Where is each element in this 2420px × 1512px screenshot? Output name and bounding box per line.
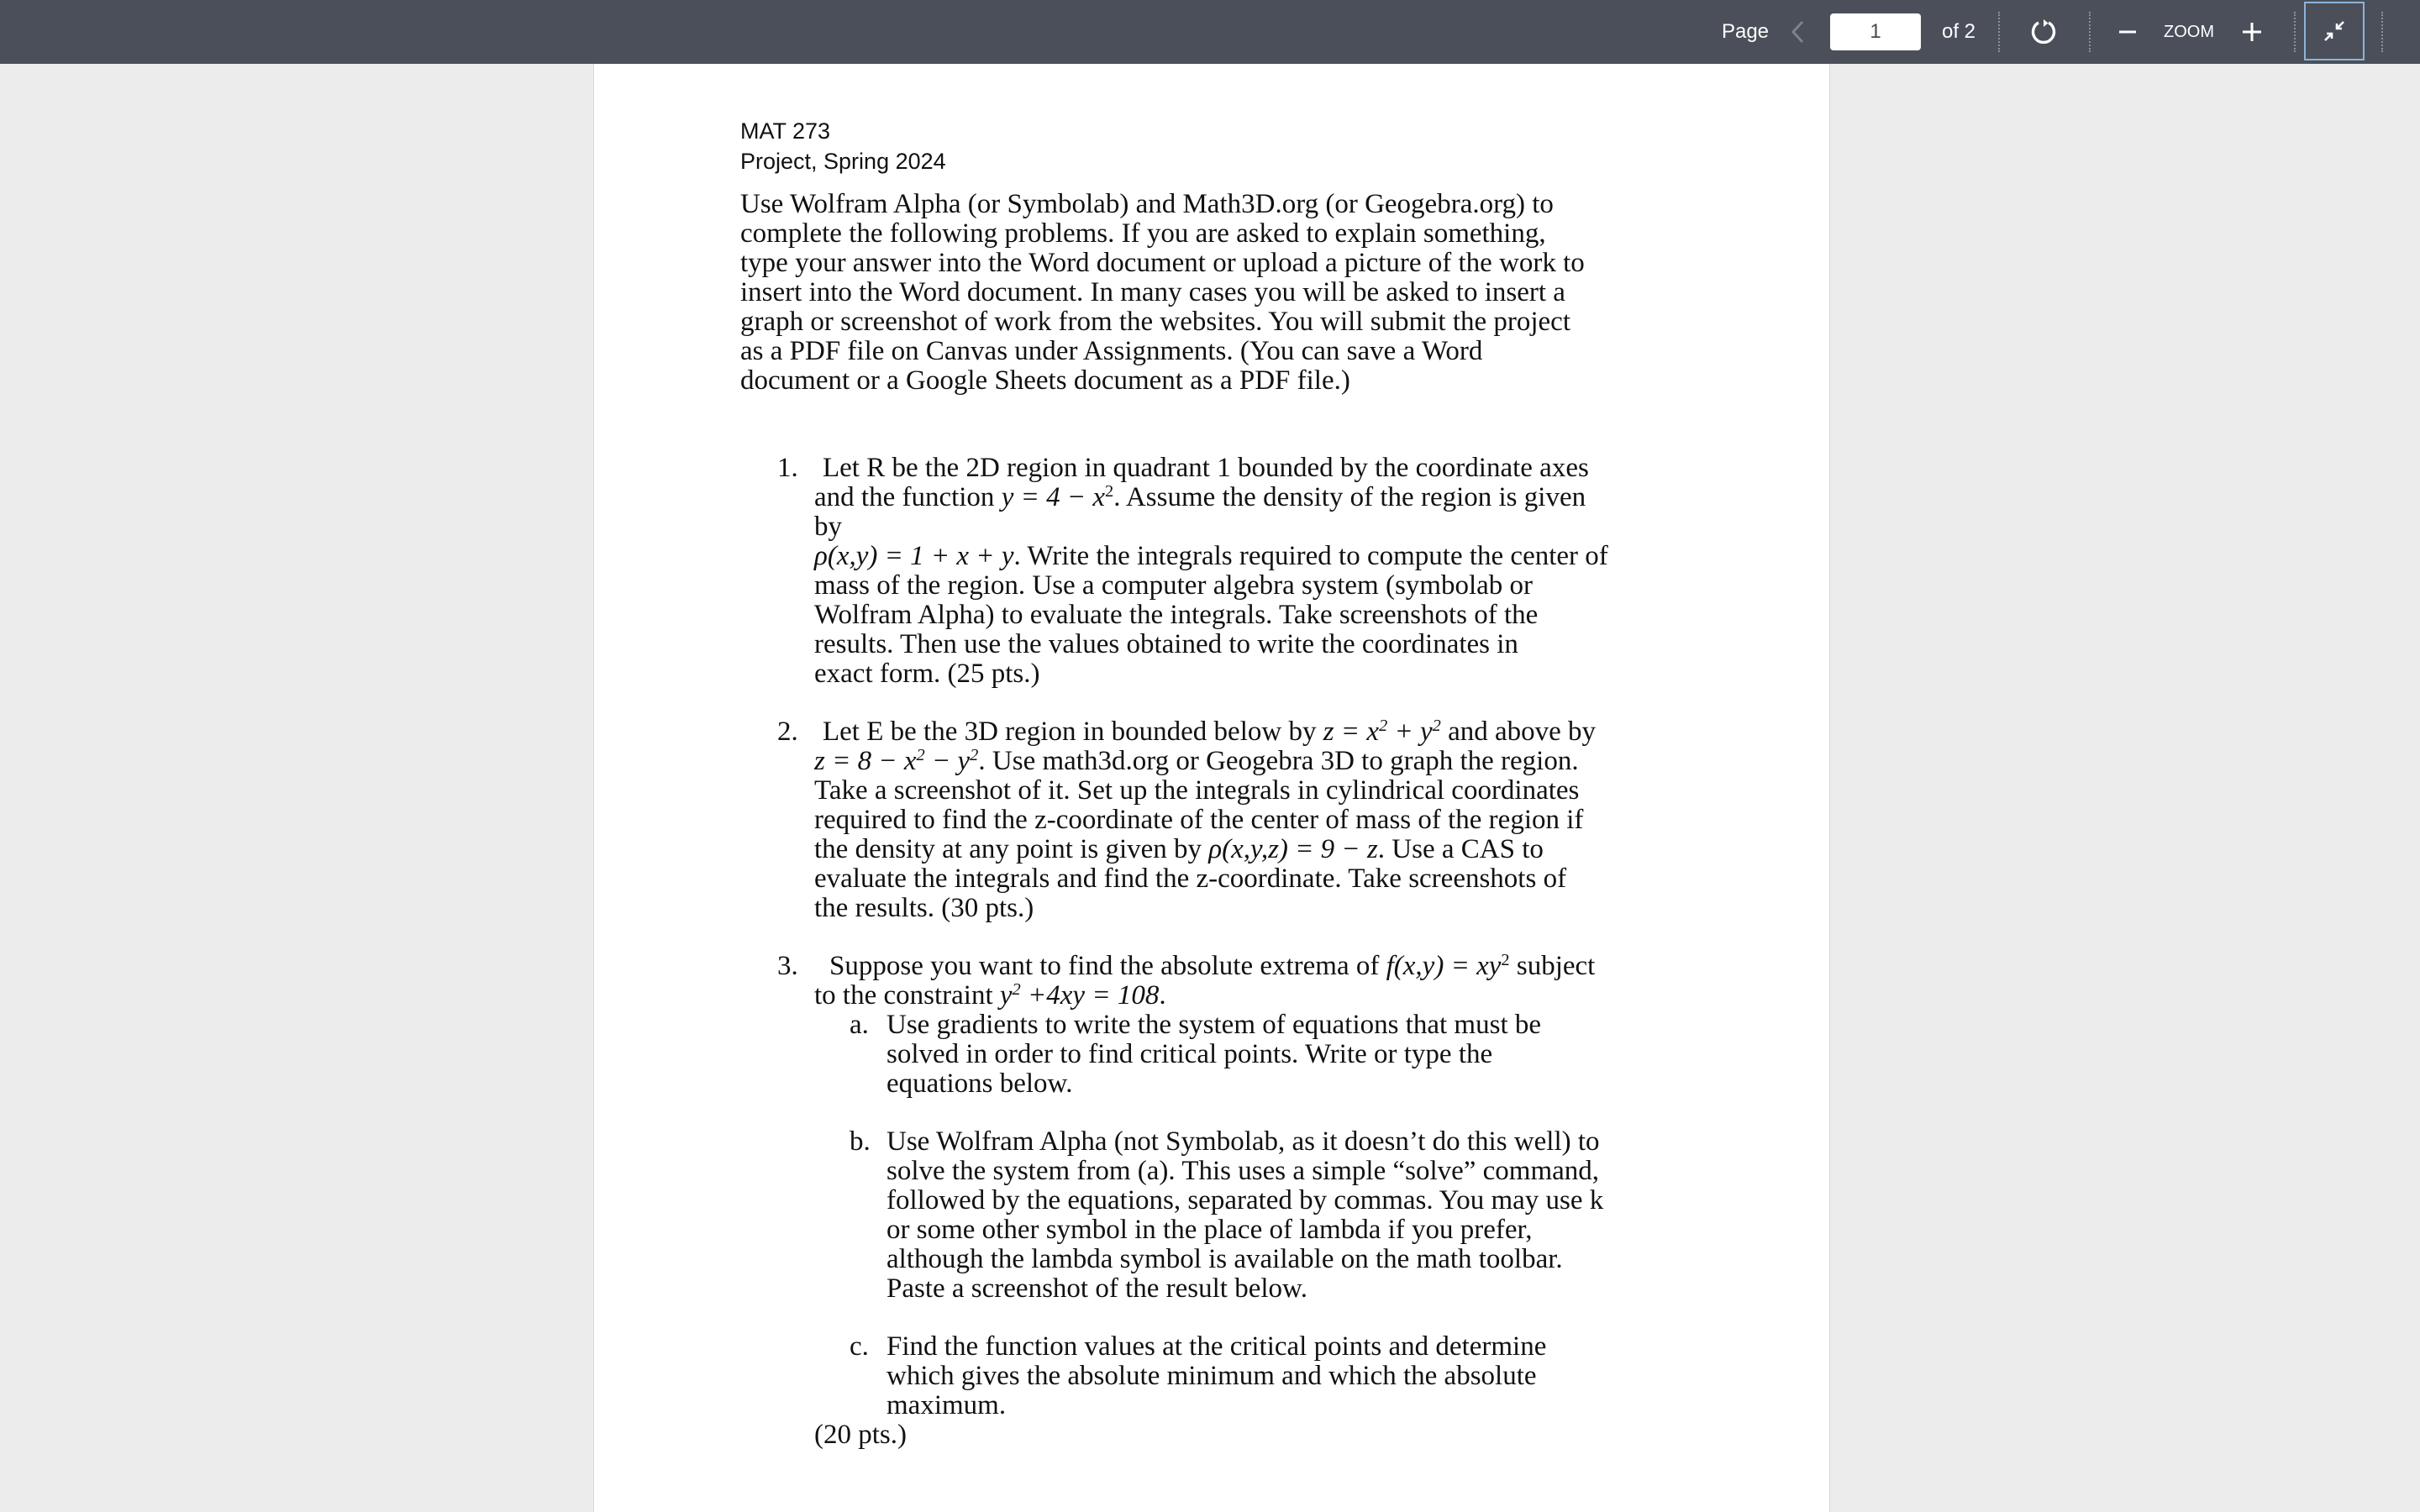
problem-3-points: (20 pts.) <box>814 1420 907 1450</box>
next-page-button[interactable] <box>1886 0 1933 64</box>
math-expression: y = 4 − x <box>1001 482 1106 512</box>
part-line: equations below. <box>886 1068 1073 1099</box>
problem-line: ρ(x,y) = 1 + x + y. Write the integrals required to compute the center of <box>814 541 1608 571</box>
rotate-icon <box>2028 17 2059 47</box>
math-expression: ρ(x,y,z) = 9 − z <box>1208 834 1378 864</box>
problem-line: $z = 8 - x^2 - y^2$. Use math3d.org or Geogebra 3D to graph the region. <box>814 745 1579 776</box>
problem-1 <box>740 454 1715 689</box>
zoom-out-button[interactable] <box>2104 0 2151 64</box>
chevron-right-icon <box>1900 19 1918 45</box>
part-line: followed by the equations, separated by commas. You may use k <box>886 1185 1604 1215</box>
part-letter: a. <box>850 1010 869 1040</box>
problem-line: the density at any point is given by ρ(x,y,z) = 9 − z. Use a CAS to <box>814 834 1544 864</box>
instruction-line: complete the following problems. If you are asked to explain something, <box>740 218 1546 249</box>
problem-2 <box>740 717 1715 923</box>
problem-line: Wolfram Alpha) to evaluate the integrals. Take screenshots of the <box>814 600 1539 630</box>
problem-line: to the constraint $y^2 +4xy = 108$. <box>814 979 1166 1011</box>
viewer-toolbar <box>0 0 2420 64</box>
problem-number: 3. <box>777 951 798 981</box>
project-title: Project, Spring 2024 <box>740 149 946 174</box>
problem-3-part-c <box>740 1332 1715 1420</box>
part-line: Use gradients to write the system of equations that must be <box>886 1010 1542 1040</box>
part-line: which gives the absolute minimum and which the absolute <box>886 1361 1537 1391</box>
part-line: although the lambda symbol is available on the math toolbar. <box>886 1244 1563 1274</box>
problem-line: Suppose you want to find the absolute extrema of $f(x,y) = xy^2$ subject <box>829 950 1596 981</box>
problem-line: the results. (30 pts.) <box>814 893 1034 923</box>
math-expression: $z = 8 - x^2 - y^2$ <box>814 745 979 776</box>
math-expression: f(x,y) = xy <box>1386 951 1502 981</box>
problem-line: required to find the z-coordinate of the center of mass of the region if <box>814 805 1584 835</box>
instruction-line: type your answer into the Word document or upload a picture of the work to <box>740 248 1585 278</box>
course-title: MAT 273 <box>740 118 831 144</box>
problem-line: by <box>814 512 842 542</box>
problem-line: Let R be the 2D region in quadrant 1 bounded by the coordinate axes <box>823 453 1589 483</box>
collapse-arrows-icon <box>2322 18 2347 44</box>
math-expression: $y^2 +4xy = 108$ <box>999 979 1160 1011</box>
toolbar-divider <box>2294 12 2296 52</box>
zoom-in-button[interactable] <box>2228 0 2275 64</box>
math-expression: ρ(x,y) = 1 + x + y <box>814 541 1014 571</box>
minus-icon <box>2118 22 2138 42</box>
instruction-line: insert into the Word document. In many cases you will be asked to insert a <box>740 277 1565 307</box>
problem-number: 1. <box>777 453 798 483</box>
problem-3-part-b <box>740 1127 1715 1304</box>
problem-line: results. Then use the values obtained to write the coordinates in <box>814 629 1518 659</box>
part-letter: c. <box>850 1331 869 1362</box>
problem-line: exact form. (25 pts.) <box>814 659 1040 689</box>
math-expression: $z = x^2 + y^2$ <box>1323 716 1441 747</box>
exit-fullscreen-button[interactable] <box>2304 2 2365 60</box>
instruction-line: document or a Google Sheets document as a PDF file.) <box>740 365 1350 396</box>
part-letter: b. <box>850 1126 871 1157</box>
problem-number: 2. <box>777 717 798 747</box>
part-line: maximum. <box>886 1390 1007 1420</box>
document-page <box>593 64 1830 1512</box>
toolbar-divider <box>2381 12 2383 52</box>
part-line: Use Wolfram Alpha (not Symbolab, as it doesn’t do this well) to <box>886 1126 1600 1157</box>
part-line: or some other symbol in the place of lambda if you prefer, <box>886 1215 1533 1245</box>
part-line: solve the system from (a). This uses a simple “solve” command, <box>886 1156 1600 1186</box>
problem-3-part-a <box>740 1011 1715 1099</box>
instruction-line: as a PDF file on Canvas under Assignments. (You can save a Word <box>740 336 1483 366</box>
page-count-label: of 2 <box>1941 20 1976 43</box>
problem-3 <box>740 952 1715 1011</box>
zoom-label: ZOOM <box>2164 22 2214 41</box>
instructions-paragraph <box>740 190 1715 396</box>
problem-line: evaluate the integrals and find the z-coordinate. Take screenshots of <box>814 864 1567 894</box>
page-label: Page <box>1721 20 1770 43</box>
rotate-button[interactable] <box>2020 0 2067 64</box>
toolbar-divider <box>1998 12 2000 52</box>
problem-line: Take a screenshot of it. Set up the integrals in cylindrical coordinates <box>814 775 1580 806</box>
problem-line: Let E be the 3D region in bounded below by $z = x^2 + y^2$ and above by <box>823 716 1597 747</box>
toolbar-divider <box>2089 12 2091 52</box>
chevron-left-icon <box>1789 19 1807 45</box>
part-line: Paste a screenshot of the result below. <box>886 1273 1307 1304</box>
instruction-line: graph or screenshot of work from the websites. You will submit the project <box>740 307 1571 337</box>
part-line: solved in order to find critical points. Write or type the <box>886 1039 1493 1069</box>
part-line: Find the function values at the critical points and determine <box>886 1331 1547 1362</box>
problem-line: and the function $y = 4 - x^2$. Assume the density of the region is given <box>814 481 1586 512</box>
instruction-line: Use Wolfram Alpha (or Symbolab) and Math3D.org (or Geogebra.org) to <box>740 189 1554 219</box>
previous-page-button[interactable] <box>1775 0 1822 64</box>
document-content <box>740 116 1715 1450</box>
plus-icon <box>2241 21 2263 43</box>
problem-line: mass of the region. Use a computer algebra system (symbolab or <box>814 570 1534 601</box>
